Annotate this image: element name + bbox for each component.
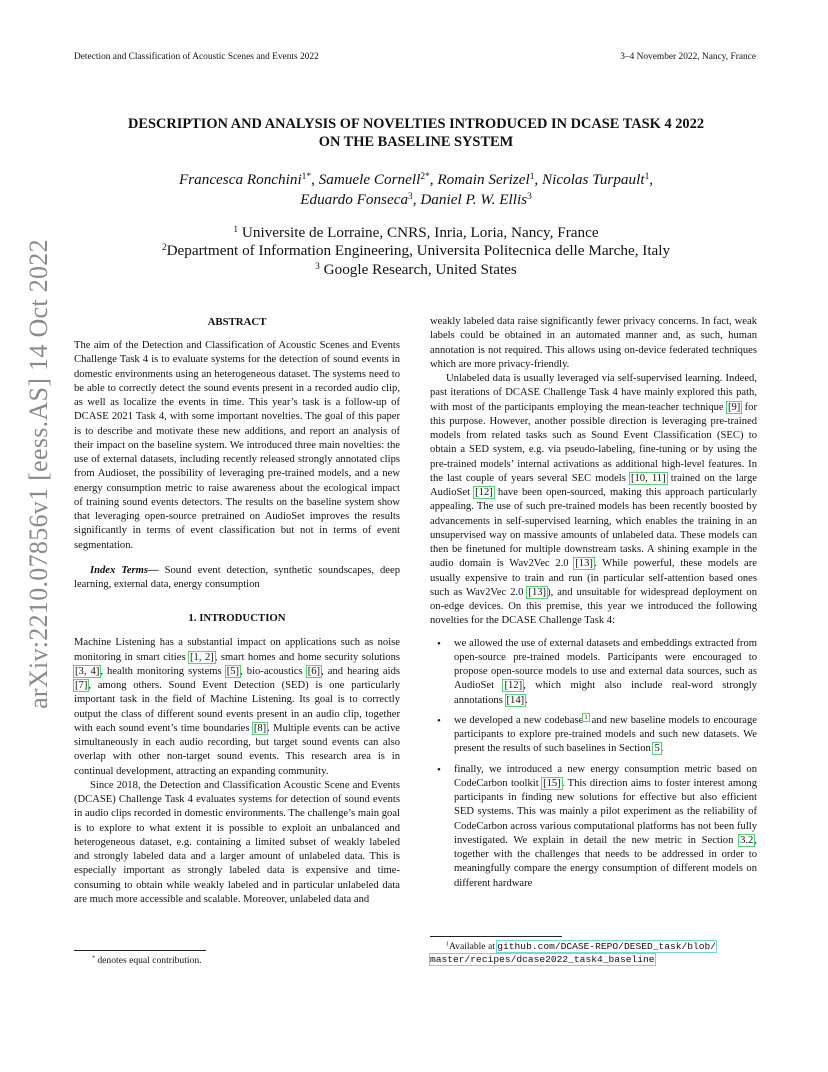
codebase-url-link-continued[interactable]: master/recipes/dcase2022_task4_baseline [430,954,655,965]
affiliation-mark: 2 [161,243,167,254]
citation-link[interactable]: [13] [528,586,547,598]
body-text: ), and unsuitable for widespread deployment on on-edge devices. On this premise, this year we introduced the following novelties for the DCASE Challenge Task 4: [430,586,757,627]
paper-title [74,115,758,151]
footnote-link[interactable]: 1 [584,714,588,722]
footnote-line-2 [430,953,760,966]
author-line-1: Francesca Ronchini$^{1*}$, Samuele Cornell$^{2*}$, Romain Serizel$^1$, Nicolas Turpault$^1$, [178,171,654,188]
author-line-2: Eduardo Fonseca$^3$, Daniel P. W. Ellis$^3$ [300,191,532,208]
footnote-left [92,954,202,967]
author-affil-mark: 1 [529,171,535,182]
body-text: for this purpose. However, another possible direction is leveraging pre-trained models from related tasks such as Sound Event Classification (SEC) to obtain a SED system, e.g. via pseudo-labeling, fine-tuning or by using the pre-trained models’ internal activations as additional high-level features. In the last couple of years several SEC models [430,401,757,484]
introduction-heading: 1. INTRODUCTION [188,612,286,625]
title-line-1: DESCRIPTION AND ANALYSIS OF NOVELTIES INTRODUCED IN DCASE TASK 4 2022 [127,116,705,132]
right-column [430,315,757,897]
author-name: Daniel P. W. Ellis [420,191,528,208]
body-text: . [660,743,664,755]
author-affil-mark: 1 [644,171,650,182]
affiliation-mark: 1 [233,224,239,235]
citation-link[interactable]: [5] [226,665,240,677]
title-line-2: ON THE BASELINE SYSTEM [318,134,514,150]
arxiv-stamp [18,239,60,709]
body-text: we allowed the use of external datasets and embeddings extracted from open-source pre-trained models. Participants were encouraged to propose open-source models to use and external data sources, such as AudioSet [454,637,757,692]
affiliation-text: Universite de Lorraine, CNRS, Inria, Loria, Nancy, France [241,224,599,241]
footnote-text: denotes equal contribution. [97,955,202,966]
intro-paragraph-1 [74,636,400,779]
author-affil-mark: 1* [301,171,312,182]
author-affil-mark: 3 [408,191,413,202]
citation-link[interactable]: [14] [506,694,525,706]
body-text: , and hearing aids [321,665,400,677]
affiliation-3 [74,261,758,279]
citation-link[interactable]: [6] [307,665,321,677]
body-text: trained on the large AudioSet [430,472,757,498]
right-paragraph-0: weakly labeled data raise significantly fewer privacy concerns. In fact, weak labels could be obtained in an automated manner and, as such, human annotation is not required. This allows using on-device federated techniques which are more privacy-friendly. [430,316,757,370]
author-name: Samuele Cornell [318,171,421,188]
arxiv-stamp-text: arXiv:2210.07856v1 [eess.AS] 14 Oct 2022 [24,239,53,709]
index-terms-label: Index Terms— [90,564,159,576]
novelties-list [430,637,757,891]
author-affil-mark: 2* [420,171,430,182]
body-text: , smart homes and home security solutions [214,651,400,663]
running-header-left: Detection and Classification of Acoustic Scenes and Events 2022 [74,52,319,62]
abstract-heading: ABSTRACT [207,316,267,328]
body-text: . [525,694,528,706]
list-item [454,637,757,708]
footnote-mark: 1 [446,941,449,948]
author-name: Francesca Ronchini [178,171,302,188]
footnote-rule-right [430,936,562,937]
footnote-mark: * [92,955,95,962]
body-text: have been open-sourced, making this approach particularly appealing. The use of such pre-trained models has been recently boosted by advancements in self-supervised learning, which enables the training in an unsupervised way on massive amounts of unlabeled data. These models can then be finetuned for multiple downstream tasks. A shining example in the audio domain is Wav2Vec 2.0 [430,487,758,570]
footnote-right [430,940,760,966]
affiliation-2 [74,242,758,260]
author-list [74,170,758,210]
citation-link[interactable]: [8] [253,722,267,734]
running-header-right: 3–4 November 2022, Nancy, France [620,52,756,62]
list-item [454,714,757,757]
body-text: we developed a new codebase [454,714,584,726]
index-terms [74,564,400,593]
body-text: Unlabeled data is usually leveraged via self-supervised learning. Indeed, past iterations of DCASE Challenge Task 4 have mainly explored this path, with most of the participants employing the mean-teacher technique [430,373,757,413]
abstract-text: The aim of the Detection and Classification of Acoustic Scenes and Events Challenge Task 4 is to evaluate systems for the detection of sound events in domestic environments using an heterogeneous dataset. The systems need to be able to correctly detect the sound events present in a recorded audio clip, as well as localize the events in time. This year’s task is a follow-up of DCASE 2021 Task 4, with some important novelties. The goal of this paper is to describe and motivate these new additions, and report an analysis of their impact on the baseline system. We introduced three main novelties: the use of external datasets, including recently released strongly annotated clips from Audioset, the possibility of leveraging pre-trained models, and a new energy consumption metric to raise awareness about the ecological impact of training sound events detectors. The results on the baseline system show that leveraging open-source pretrained on AudioSet improves the results significantly in terms of event classification but not in terms of event segmentation. [74,340,400,551]
citation-link[interactable]: [15] [543,777,561,789]
section-link[interactable]: 5 [654,743,660,755]
body-text: finally, we introduced a new energy consumption metric based on CodeCarbon toolkit [454,763,757,789]
author-name: Romain Serizel [437,171,530,188]
body-text: . While powerful, these models are usually expensive to train and run (in particular self-attention based ones such as Wav2Vec 2.0 [430,558,757,598]
affiliation-text: Department of Information Engineering, Universita Politecnica delle Marche, Italy [166,242,671,260]
author-affil-mark: 3 [527,191,532,202]
affiliations [74,224,758,279]
body-text: , which might also include real-word strongly annotations [454,680,758,706]
body-text: , bio-acoustics [240,665,307,677]
citation-link[interactable]: [13] [575,558,593,570]
body-text: . This direction aims to foster interest among participants in finding new solutions for effective but also efficient SED systems. This was mainly a pilot experiment as the reliability of CodeCarbon across various computational platforms has not been fully investigated. We explain in detail the new metric in Section [454,777,757,846]
citation-link[interactable]: [10, 11] [630,472,666,484]
affiliation-text: Google Research, United States [323,260,517,278]
intro-paragraph-2: Since 2018, the Detection and Classification Acoustic Scene and Events (DCASE) Challenge Task 4 evaluates systems for detection of sound events in audio clips recorded in domestic environments. The challenge’s main goal is to explore to what extent it is possible to exploit an unbalanced and heterogeneous dataset, e.g. containing a limited subset of weakly labeled and strongly labeled data and a larger amount of unlabeled data. This is especially important as strongly labeled data is expensive and time-consuming to obtain while weakly labeled and in particular unlabeled data are much more accessible and scalable. Moreover, unlabeled data and [74,779,400,905]
body-text: and new baseline models to encourage participants to explore pre-trained models and such new datasets. We present the results of such baselines in Section [454,714,757,755]
body-text: , among others. Sound Event Detection (SED) is one particularly important task in the field of Machine Listening. Its goal is to correctly output the class of different sound events present in an audio clip, together with each sound event’s time boundaries [74,680,400,734]
citation-link[interactable]: [12] [504,680,523,692]
footnote-rule-left [74,950,206,951]
footnote-text: Available at [448,941,498,952]
body-text: Machine Listening has a substantial impact on applications such as noise monitoring in smart cities [74,637,400,663]
affiliation-mark: 3 [315,261,320,272]
body-text: . Multiple events can be active simultaneously in each audio recording, but target sound events can also overlap with other non-target sound events. This research area is in continual development, attracting an expanding community. [74,722,400,777]
citation-link[interactable]: [1, 2] [190,651,214,663]
author-name: Eduardo Fonseca [300,191,409,208]
affiliation-1 [74,224,758,242]
citation-link[interactable]: [7] [75,680,88,691]
footnote-line-1 [430,940,760,953]
citation-link[interactable]: [9] [727,401,741,413]
left-column [74,315,400,907]
section-link[interactable]: 3.2 [740,834,754,846]
index-terms-text: Sound event detection, synthetic soundscapes, deep learning, external data, energy consumption [74,564,400,590]
body-text: , together with the challenges that needs to be addressed in order to meaningfully compare the energy consumption of different models on different hardware [454,834,757,889]
citation-link[interactable]: [12] [475,487,493,498]
citation-link[interactable]: [3, 4] [75,665,100,677]
body-text: , health monitoring systems [100,665,226,677]
right-paragraph-1 [430,372,757,629]
author-name: Nicolas Turpault [542,171,645,188]
codebase-url-link[interactable]: github.com/DCASE-REPO/DESED_task/blob/ [497,941,717,952]
list-item [454,763,757,891]
